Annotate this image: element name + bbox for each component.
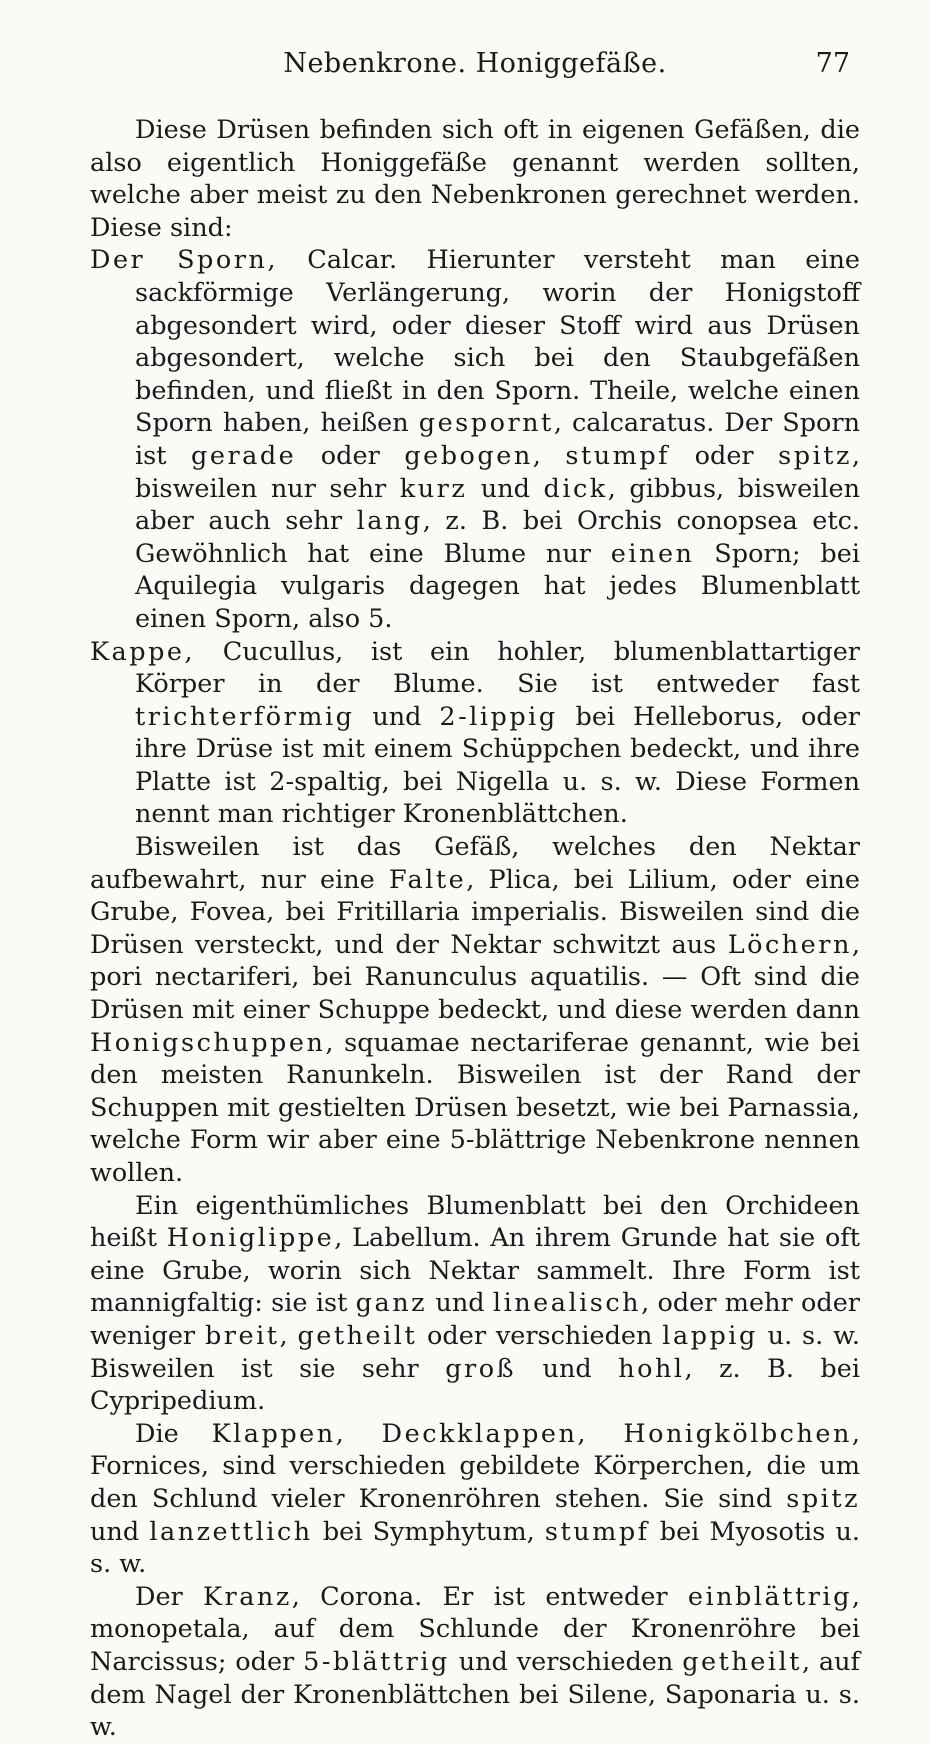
term-einen: einen bbox=[610, 538, 695, 569]
text-run: und bbox=[516, 1353, 619, 1384]
term-linealisch: linealisch bbox=[492, 1288, 642, 1319]
term-breit: breit bbox=[204, 1320, 280, 1351]
text-run: und bbox=[467, 473, 544, 504]
text-run: bei Myosotis u. s. w. bbox=[90, 1516, 860, 1580]
term-gross: groß bbox=[445, 1353, 517, 1384]
paragraph-sporn bbox=[90, 244, 860, 635]
term-stumpf: stumpf bbox=[565, 440, 671, 471]
paragraph-falte bbox=[90, 831, 860, 1190]
text-run: Cucullus, ist ein hohler, blumenblattartiger Körper in der Blume. Sie ist entweder fast bbox=[135, 636, 860, 700]
term-honiglippe: Honiglippe bbox=[166, 1223, 335, 1254]
term-gebogen: gebogen bbox=[404, 440, 533, 471]
term-falte: Falte bbox=[389, 864, 467, 895]
term-klappen: Klappen, Deckklappen, Honigkölbchen bbox=[211, 1418, 852, 1449]
paragraph-intro bbox=[90, 114, 860, 244]
term-gerade: gerade bbox=[191, 440, 297, 471]
text-run: Die bbox=[135, 1418, 212, 1449]
paragraph-honiglippe bbox=[90, 1190, 860, 1418]
text-run: , bisweilen nur sehr bbox=[135, 440, 861, 504]
text-run: bei Symphytum, bbox=[312, 1516, 545, 1547]
text-run: , auf dem Nagel der Kronenblättchen bei Silene, Saponaria u. s. w. bbox=[90, 1646, 860, 1743]
term-lang: lang bbox=[356, 506, 423, 537]
paragraph-kranz bbox=[90, 1581, 860, 1744]
term-getheilt-2: getheilt bbox=[682, 1646, 802, 1677]
text-run: oder verschieden bbox=[417, 1320, 663, 1351]
text-run: , bbox=[279, 1320, 298, 1351]
text-run: u. s. w. Bisweilen ist sie sehr bbox=[90, 1320, 860, 1384]
term-fuenfblaettrig: 5-blättrig bbox=[303, 1646, 450, 1677]
term-lappig: lappig bbox=[662, 1320, 758, 1351]
text-run: bei Helleborus, oder ihre Drüse ist mit einem Schüppchen bedeckt, und ihre Platte ist 2-spaltig, bei Nigella u. s. w. Diese Formen nennt man richtiger Kronenblättchen. bbox=[135, 701, 860, 830]
term-spitz: spitz bbox=[778, 440, 852, 471]
text-run: , Plica, bei Lilium, oder eine Grube, Fovea, bei Fritillaria imperialis. Bisweilen sind die Drüsen versteckt, und der Nektar schwitzt aus bbox=[90, 864, 860, 960]
text-run: oder bbox=[296, 440, 405, 471]
term-loechern: Löchern bbox=[727, 929, 852, 960]
text-run: Sporn; bei Aquilegia vulgaris dagegen hat jedes Blumenblatt einen Sporn, also 5. bbox=[135, 538, 860, 634]
term-zweilippig: 2-lippig bbox=[439, 701, 558, 732]
text-run: Diese Drüsen befinden sich oft in eigenen Gefäßen, die also eigentlich Honiggefäße genannt werden sollten, welche aber meist zu den Nebenkronen gerechnet werden. Diese sind: bbox=[90, 115, 860, 243]
term-kappe: Kappe, bbox=[90, 636, 196, 667]
term-gespornt: gespornt bbox=[418, 408, 554, 439]
text-run: , z. B. bei Orchis conopsea etc. Gewöhnlich hat eine Blume nur bbox=[135, 506, 861, 569]
page-header bbox=[90, 48, 860, 92]
term-hohl: hohl bbox=[618, 1353, 685, 1384]
paragraph-klappen bbox=[90, 1418, 860, 1581]
text-run: und verschieden bbox=[449, 1646, 683, 1677]
text-run: und bbox=[90, 1516, 150, 1547]
text-run: Calcar. Hierunter versteht man eine sackförmige Verlängerung, worin der Honigstoff abgesondert wird, oder dieser Stoff wird aus Drüsen abgesondert, welche sich bei den Staubgefäßen befinden, und fließt in den Sporn. Theile, welche einen Sporn haben, heißen bbox=[135, 245, 860, 439]
term-honigschuppen: Honigschuppen bbox=[90, 1027, 326, 1058]
text-run: , Fornices, sind verschieden gebildete Körperchen, die um den Schlund vieler Kronenröhren stehen. Sie sind bbox=[90, 1418, 861, 1514]
term-trichterfoermig: trichterförmig bbox=[135, 701, 355, 732]
term-sporn: Der Sporn, bbox=[90, 245, 278, 276]
text-run: , pori nectariferi, bei Ranunculus aquatilis. — Oft sind die Drüsen mit einer Schuppe bedeckt, und diese werden dann bbox=[90, 929, 860, 1026]
paragraph-kappe bbox=[90, 636, 860, 832]
term-getheilt: getheilt bbox=[297, 1320, 418, 1351]
text-run: , Corona. Er ist entweder bbox=[291, 1581, 688, 1612]
text-run: , Labellum. An ihrem Grunde hat sie oft eine Grube, worin sich Nektar sammelt. Ihre Form ist mannigfaltig: sie ist bbox=[90, 1223, 860, 1319]
term-stumpf-2: stumpf bbox=[544, 1516, 650, 1547]
text-run: , z. B. bei Cypripedium. bbox=[90, 1353, 860, 1417]
text-run: , squamae nectariferae genannt, wie bei den meisten Ranunkeln. Bisweilen ist der Rand der Schuppen mit gestielten Drüsen besetzt, wie bei Parnassia, welche Form wir aber eine 5-blättrige Nebenkrone nennen wollen. bbox=[90, 1027, 860, 1188]
text-run: Bisweilen ist das Gefäß, welches den Nektar aufbewahrt, nur eine bbox=[90, 832, 860, 895]
page-number: 77 bbox=[815, 48, 850, 79]
text-run: , calcaratus. Der Sporn ist bbox=[135, 408, 860, 471]
term-ganz: ganz bbox=[355, 1288, 428, 1319]
text-run: , oder mehr oder weniger bbox=[90, 1288, 860, 1351]
running-head: Nebenkrone. Honiggefäße. bbox=[283, 48, 667, 79]
term-kranz: Kranz bbox=[202, 1581, 292, 1612]
term-kurz: kurz bbox=[399, 473, 468, 504]
term-dick: dick bbox=[543, 473, 608, 504]
text-run: und bbox=[354, 701, 440, 732]
body-text bbox=[90, 114, 860, 1744]
text-run: oder bbox=[670, 440, 779, 471]
text-run: , monopetala, auf dem Schlunde der Kronenröhre bei Narcissus; oder bbox=[90, 1581, 860, 1677]
text-run: , gibbus, bisweilen aber auch sehr bbox=[135, 473, 860, 537]
text-run: und bbox=[427, 1288, 493, 1319]
term-lanzettlich: lanzettlich bbox=[149, 1516, 313, 1547]
term-einblaettrig: einblättrig bbox=[687, 1581, 852, 1612]
text-run: , bbox=[532, 440, 566, 471]
text-run: Ein eigenthümliches Blumenblatt bei den Orchideen heißt bbox=[90, 1190, 860, 1254]
term-spitz-2: spitz bbox=[786, 1483, 860, 1514]
text-run: Der bbox=[135, 1581, 203, 1612]
